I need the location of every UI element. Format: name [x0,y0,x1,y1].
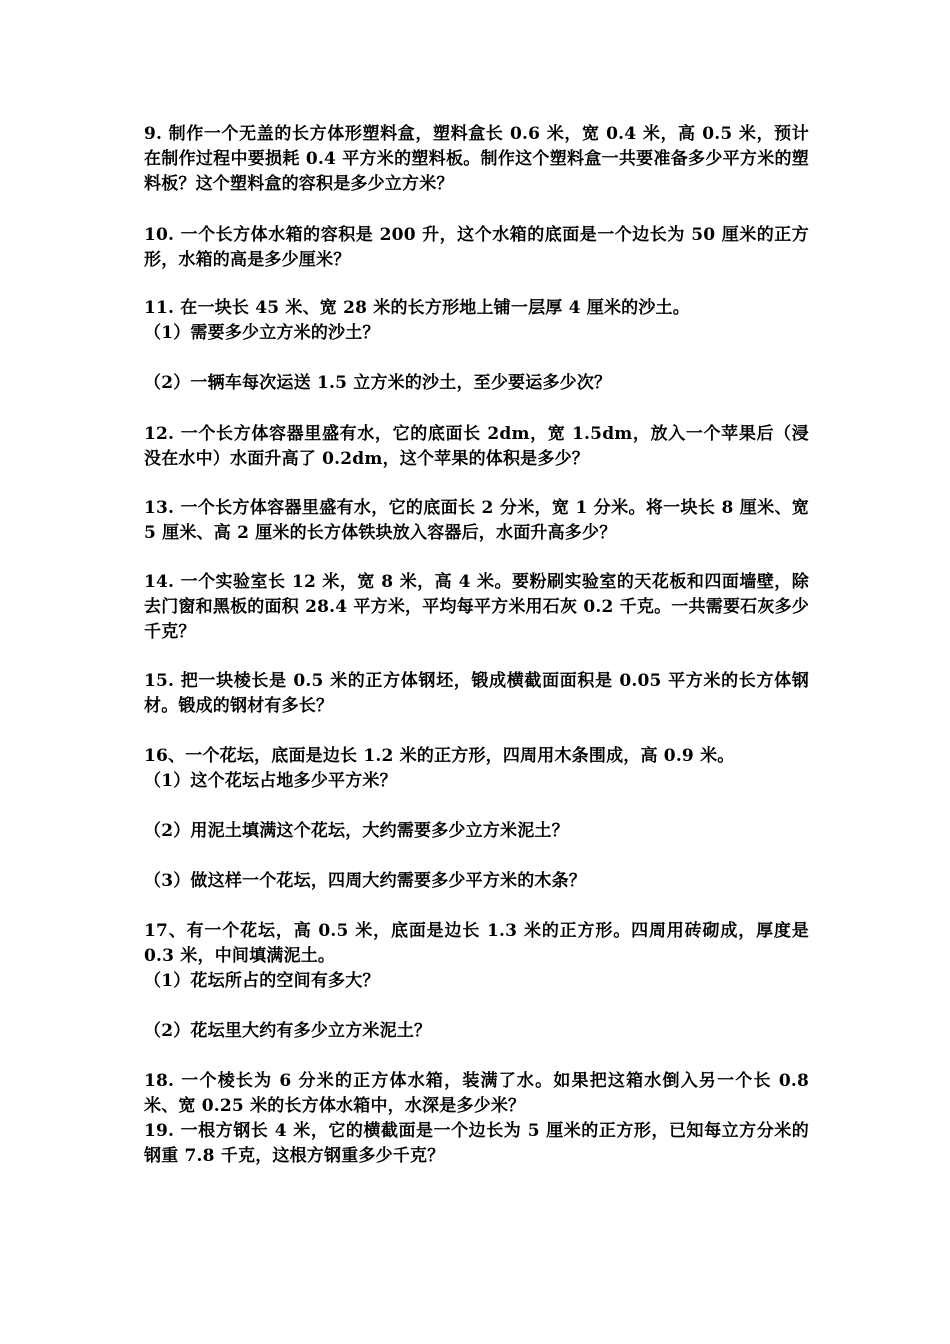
problem-11-sub-1: （1）需要多少立方米的沙土？ [144,323,380,343]
problem-16-sub-3: （3）做这样一个花坛，四周大约需要多少平方米的木条？ [144,871,587,891]
problem-16 [144,744,809,894]
problem-15 [144,669,809,719]
problem-18 [144,1069,809,1119]
problem-17-sub-2: （2）花坛里大约有多少立方米泥土？ [144,1021,432,1041]
problem-16-sub-2: （2）用泥土填满这个花坛，大约需要多少立方米泥土？ [144,821,569,841]
problem-14 [144,570,809,645]
problem-17-sub-1: （1）花坛所占的空间有多大？ [144,971,380,991]
problem-10-text: 10. 一个长方体水箱的容积是 200 升，这个水箱的底面是一个边长为 50 厘米的正方形，水箱的高是多少厘米？ [144,225,809,270]
problem-11-text: 11. 在一块长 45 米、宽 28 米的长方形地上铺一层厚 4 厘米的沙土。 [144,298,690,318]
problem-12 [144,422,809,472]
problem-19-text: 19. 一根方钢长 4 米，它的横截面是一个边长为 5 厘米的正方形，已知每立方分米的钢重 7.8 千克，这根方钢重多少千克？ [144,1121,809,1166]
problem-12-text: 12. 一个长方体容器里盛有水，它的底面长 2dm，宽 1.5dm，放入一个苹果后（浸没在水中）水面升高了 0.2dm，这个苹果的体积是多少？ [144,424,809,469]
problem-13 [144,496,809,546]
problem-16-text: 16、一个花坛，底面是边长 1.2 米的正方形，四周用木条围成，高 0.9 米。 [144,746,735,766]
problem-9-text: 9. 制作一个无盖的长方体形塑料盒，塑料盒长 0.6 米，宽 0.4 米，高 0.5 米，预计在制作过程中要损耗 0.4 平方米的塑料板。制作这个塑料盒一共要准备多少平方米的塑料板？这个塑料盒的容积是多少立方米？ [144,124,809,194]
problem-9 [144,122,809,197]
problem-10 [144,223,809,273]
problem-14-text: 14. 一个实验室长 12 米，宽 8 米，高 4 米。要粉刷实验室的天花板和四面墙壁，除去门窗和黑板的面积 28.4 平方米，平均每平方米用石灰 0.2 千克。一共需要石灰多少千克？ [144,572,809,642]
problem-17-text: 17、有一个花坛，高 0.5 米，底面是边长 1.3 米的正方形。四周用砖砌成，厚度是 0.3 米，中间填满泥土。 [144,921,809,966]
problem-16-sub-1: （1）这个花坛占地多少平方米？ [144,771,397,791]
problem-11-sub-2: （2）一辆车每次运送 1.5 立方米的沙土，至少要运多少次？ [144,373,612,393]
problem-15-text: 15. 把一块棱长是 0.5 米的正方体钢坯，锻成横截面面积是 0.05 平方米的长方体钢材。锻成的钢材有多长？ [144,671,809,716]
problem-13-text: 13. 一个长方体容器里盛有水，它的底面长 2 分米，宽 1 分米。将一块长 8 厘米、宽 5 厘米、高 2 厘米的长方体铁块放入容器后，水面升高多少？ [144,498,809,543]
problem-17 [144,919,809,1044]
problem-18-text: 18. 一个棱长为 6 分米的正方体水箱，装满了水。如果把这箱水倒入另一个长 0.8 米、宽 0.25 米的长方体水箱中，水深是多少米？ [144,1071,809,1116]
problem-11 [144,296,809,396]
problem-19 [144,1119,809,1169]
problem-list [144,122,809,1169]
